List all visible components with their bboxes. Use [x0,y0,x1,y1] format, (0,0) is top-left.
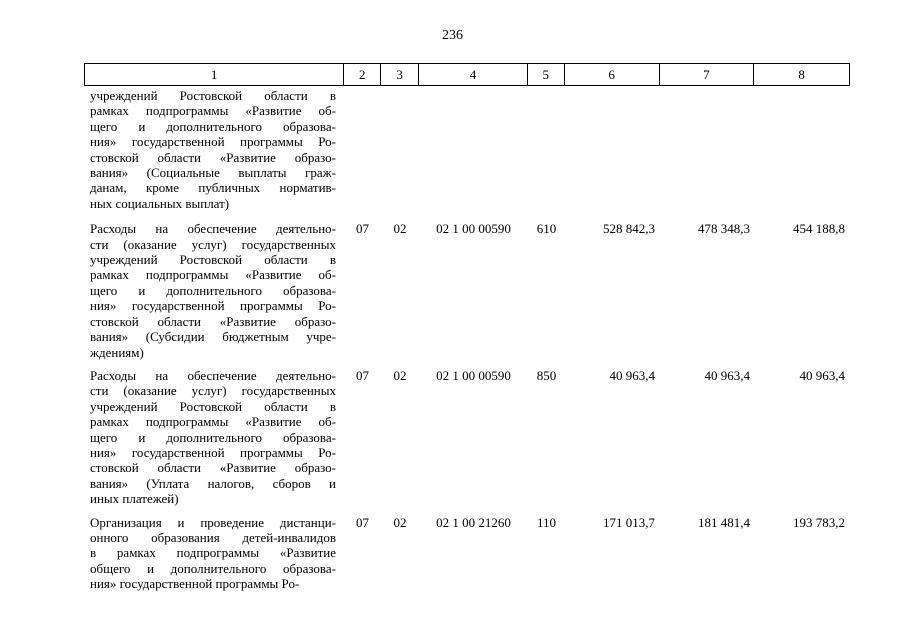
description-line: Расходы на обеспечение деятельно- [90,221,336,237]
description-line: ных социальных выплат) [90,195,230,211]
row-col-2: 07 [356,514,369,530]
row-col-8 [755,88,850,211]
description-line: рамках подпрограммы «Развитие об- [90,267,336,283]
row-description [84,221,344,360]
description-line: сти (оказание услуг) государственных [90,383,336,399]
description-line: данам, кроме публичных норматив- [90,180,336,196]
description-line: щего и дополнительного образова- [90,429,336,445]
page-number: 236 [442,28,463,43]
row-description [84,515,344,592]
row-col-4 [419,88,528,211]
header-col-3: 3 [381,64,419,85]
description-line: вания» (Уплата налогов, сборов и [90,475,336,491]
table-row [84,88,850,211]
row-col-4: 02 1 00 21260 [436,514,511,530]
row-col-3: 02 [393,221,407,237]
header-col-1: 1 [85,64,344,85]
row-col-7: 181 481,4 [698,514,750,530]
description-line: щего и дополнительного образова- [90,118,336,134]
row-col-6: 40 963,4 [609,367,655,383]
row-col-6: 171 013,7 [603,514,655,530]
description-line: рамках подпрограммы «Развитие об- [90,103,336,119]
row-col-8: 193 783,2 [793,514,845,530]
description-line: учреждений Ростовской области в [90,252,336,268]
description-line: ния» государственной программы Ро- [90,134,336,150]
row-description [84,368,344,507]
row-col-4: 02 1 00 00590 [436,221,511,237]
description-line: стовской области «Развитие образо- [90,149,336,165]
description-line: в рамках подпрограммы «Развитие [90,545,336,561]
row-col-5 [528,88,565,211]
row-col-7: 40 963,4 [704,367,750,383]
row-col-6: 528 842,3 [603,221,655,237]
header-col-5: 5 [528,64,565,85]
description-line: стовской области «Развитие образо- [90,313,336,329]
row-col-8: 454 188,8 [793,221,845,237]
row-col-7: 478 348,3 [698,221,750,237]
description-line: ния» государственной программы Ро- [90,298,336,314]
description-line: стовской области «Развитие образо- [90,460,336,476]
description-line: Расходы на обеспечение деятельно- [90,367,336,383]
table-row [84,515,850,592]
description-line: щего и дополнительного образова- [90,282,336,298]
header-col-2: 2 [344,64,381,85]
table-row [84,221,850,360]
description-line: учреждений Ростовской области в [90,398,336,414]
description-line: учреждений Ростовской области в [90,88,336,103]
header-col-4: 4 [419,64,528,85]
row-col-4: 02 1 00 00590 [436,367,511,383]
header-col-7: 7 [660,64,755,85]
description-line: сти (оказание услуг) государственных [90,236,336,252]
description-line: ждениям) [90,344,144,360]
row-col-7 [660,88,755,211]
table-row [84,368,850,507]
description-line: общего и дополнительного образова- [90,560,336,576]
table-body [84,88,850,600]
row-description [84,88,344,211]
header-col-8: 8 [798,67,805,82]
row-col-5: 610 [536,221,557,237]
description-line: вания» (Социальные выплаты граж- [90,165,336,181]
description-line: ния» государственной программы Ро- [90,444,336,460]
row-col-6 [565,88,660,211]
row-col-3: 02 [393,367,407,383]
row-col-3 [381,88,419,211]
row-col-8: 40 963,4 [799,367,845,383]
description-line: иных платежей) [90,491,179,507]
description-line: Организация и проведение дистанци- [90,514,336,530]
description-line: онного образования детей-инвалидов [90,529,336,545]
row-col-3: 02 [393,514,407,530]
description-line: вания» (Субсидии бюджетным учре- [90,329,336,345]
header-col-6: 6 [565,64,660,85]
row-col-5: 850 [536,367,557,383]
row-col-2: 07 [356,367,369,383]
row-col-2 [344,88,381,211]
table-header [84,63,850,86]
description-line: ния» государственной программы Ро- [90,576,300,592]
description-line: рамках подпрограммы «Развитие об- [90,414,336,430]
row-col-2: 07 [356,221,369,237]
row-col-5: 110 [536,514,557,530]
